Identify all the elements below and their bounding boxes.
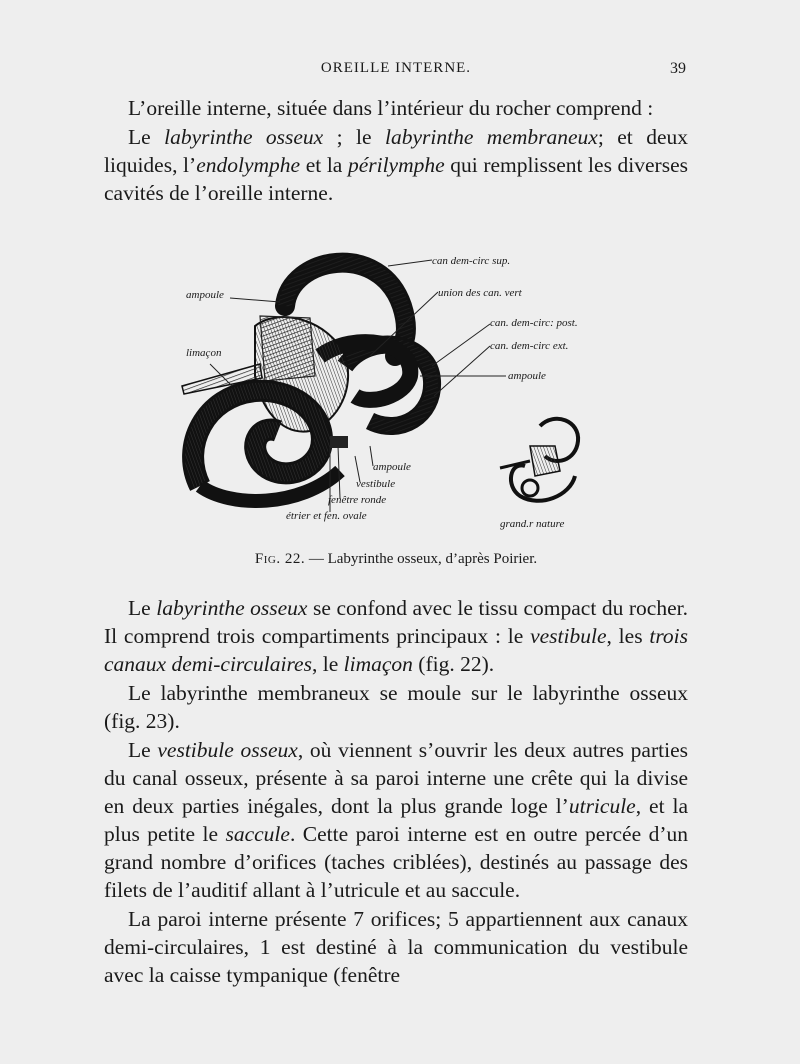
text-run: Le [128,596,157,620]
italic-term: labyrinthe membraneux [385,125,598,149]
figure-caption-text: — Labyrinthe osseux, d’après Poirier. [305,551,538,567]
text-run: La paroi interne présente 7 orifices; 5 appartiennent aux canaux demi-circulaires, 1 est destiné à la communication du vestibule avec la caisse tympanique (fenêtre [104,907,688,987]
paragraph [104,905,688,989]
text-run: , où viennent s’ouvrir les deux autres parties du canal osseux, présente à sa paroi interne une crête qui la divise en deux parties inégales, dont la plus grande loge l’ [104,738,688,818]
text-run: , le [311,652,344,676]
page-number: 39 [670,60,686,77]
text-run: ; et deux liquides, l’ [104,125,688,177]
text-run: Le [128,125,165,149]
label-limacon: limaçon [186,347,222,359]
label-etrier: étrier et fen. ovale [286,510,367,522]
paragraph [104,594,688,678]
italic-term: saccule [225,822,290,846]
italic-term: trois canaux demi-circulaires [104,624,689,676]
figure-labyrinth [170,246,620,536]
label-ampoule-left: ampoule [186,289,224,301]
label-superior-canal: can dem-circ sup. [432,255,511,267]
text-block-bottom [104,594,688,989]
italic-term: endolymphe [196,153,301,177]
text-run: ; le [323,125,385,149]
italic-term: labyrinthe osseux [164,125,324,149]
text-run: , les [606,624,650,648]
text-run: se confond avec le tissu compact du rocher. Il comprend trois compartiments principaux : le [104,596,688,648]
label-ampoule-right: ampoule [508,370,546,382]
label-posterior-canal: can. dem-circ: post. [490,317,578,329]
italic-term: limaçon [343,652,413,676]
paragraph [104,123,688,207]
italic-term: utricule [568,794,636,818]
oval-window-shape [330,436,348,448]
natural-size-sketch [500,419,578,501]
italic-term: labyrinthe osseux [156,596,308,620]
figure-caption [104,551,688,568]
label-vestibule: vestibule [356,478,396,490]
paragraph [104,736,688,904]
running-title: OREILLE INTERNE. [320,60,472,76]
figure-number: Fig. 22. [254,551,306,567]
italic-term: vestibule [530,624,607,648]
label-union: union des can. vert [438,287,522,299]
text-run: et la [300,153,348,177]
text-block-top [104,94,688,207]
label-grandeur-nature: grand.r nature [500,518,565,530]
text-run: (fig. 22). [412,652,495,676]
italic-term: vestibule osseux [157,738,298,762]
text-run: L’oreille interne, située dans l’intérieur du rocher comprend : [128,96,654,120]
page-header [104,60,688,86]
labyrinth-illustration [170,246,620,536]
label-ampoule-bottom: ampoule [373,461,411,473]
text-run: Le labyrinthe membraneux se moule sur le labyrinthe osseux (fig. 23). [104,681,688,733]
text-run: . Cette paroi interne est en outre percée d’un grand nombre d’orifices (taches criblées), destinés au passage des filets de l’auditif allant à l’utricule et au saccule. [104,822,688,902]
text-run: Le [128,738,158,762]
paragraph [104,679,688,735]
text-run: qui remplissent les diverses cavités de l’oreille interne. [104,153,688,205]
label-fenetre-ronde: fenêtre ronde [328,494,387,506]
label-external-canal: can. dem-circ ext. [490,340,569,352]
italic-term: périlymphe [347,153,445,177]
text-run: , et la plus petite le [104,794,688,846]
paragraph [104,94,688,122]
